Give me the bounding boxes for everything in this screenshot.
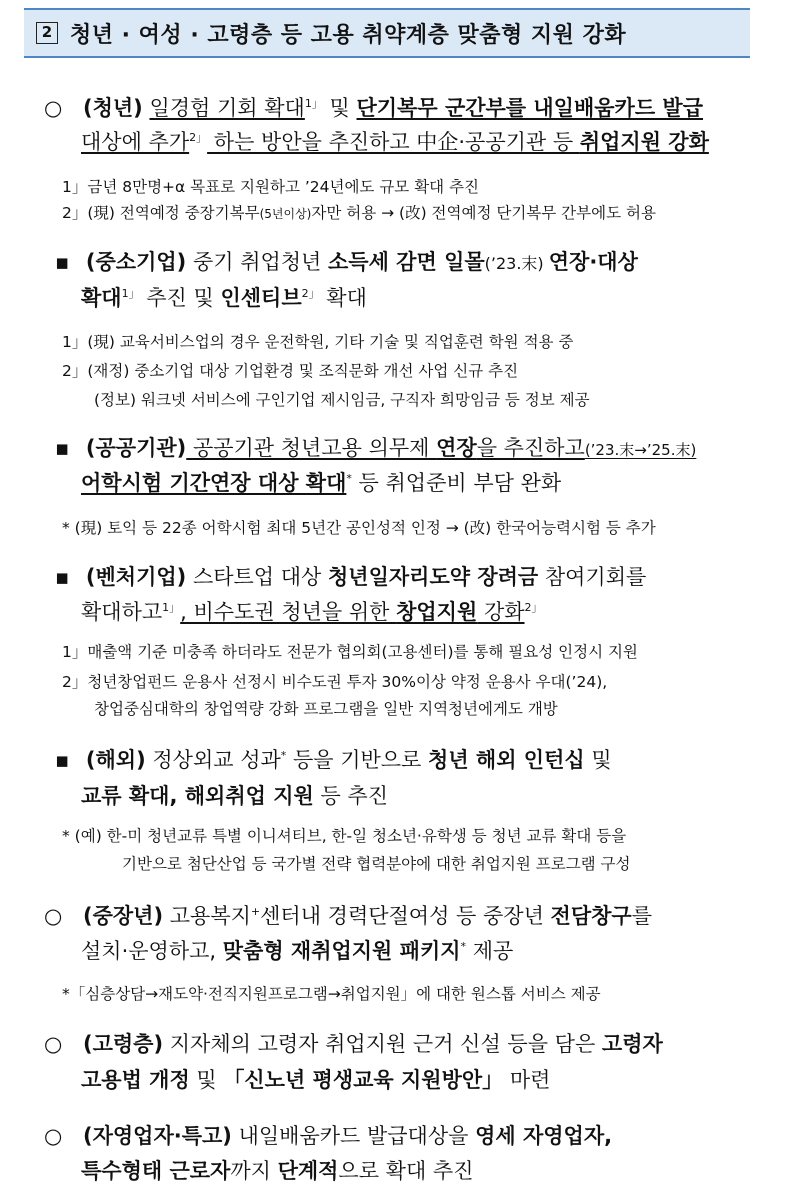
sme-note-2: 2」(재정) 중소기업 대상 기업환경 및 조직문화 개선 사업 신규 추진 bbox=[62, 362, 519, 380]
circle-bullet-icon: ○ bbox=[44, 904, 63, 928]
overseas-note-2: 기반으로 첨단산업 등 국가별 전략 협력분야에 대한 취업지원 프로그램 구성 bbox=[122, 855, 631, 873]
youth-note-2: 2」(現) 전역예정 중장기복무(5년이상)자만 허용 → (改) 전역예정 단기복무 간부에도 허용 bbox=[62, 204, 656, 222]
sme-line-1: ▪ (중소기업) 중기 취업청년 소득세 감면 일몰(’23.末) 연장·대상 bbox=[55, 250, 638, 274]
elderly-line-2: 고용법 개정 및 「신노년 평생교육 지원방안」 마련 bbox=[81, 1068, 551, 1092]
overseas-note-1: * (예) 한-미 청년교류 특별 이니셔티브, 한-일 청소년·유학생 등 청년 교류 확대 등을 bbox=[62, 827, 627, 845]
venture-note-2: 2」청년창업펀드 운용사 선정시 비수도권 투자 30%이상 약정 운용사 우대(’24), bbox=[62, 673, 608, 691]
youth-note-1: 1」금년 8만명+α 목표로 지원하고 ’24년에도 규모 확대 추진 bbox=[62, 178, 480, 196]
square-bullet-icon: ▪ bbox=[55, 748, 70, 772]
midage-line-1: ○ (중장년) 고용복지+센터내 경력단절여성 등 중장년 전담창구를 bbox=[44, 904, 652, 928]
venture-note-1: 1」매출액 기준 미충족 하더라도 전문가 협의회(고용센터)를 통해 필요성 인정시 지원 bbox=[62, 643, 638, 661]
circle-bullet-icon: ○ bbox=[44, 1032, 63, 1056]
square-bullet-icon: ▪ bbox=[55, 436, 70, 460]
sme-line-2: 확대$^{1」}$ 추진 및 인센티브$^{2」}$ 확대 bbox=[81, 286, 367, 310]
circle-bullet-icon: ○ bbox=[44, 96, 63, 120]
youth-line-2: 대상에 추가$^{2」}$ 하는 방안을 추진하고 中企·공공기관 등 취업지원 강화 bbox=[81, 130, 709, 154]
section-header bbox=[24, 8, 750, 58]
sme-note-1: 1」(現) 교육서비스업의 경우 운전학원, 기타 기술 및 직업훈련 학원 적용 중 bbox=[62, 333, 574, 351]
square-bullet-icon: ▪ bbox=[55, 565, 70, 589]
public-line-1: ▪ (공공기관) 공공기관 청년고용 의무제 연장을 추진하고(’23.末→’25.末) bbox=[55, 436, 697, 460]
selfemp-line-2: 특수형태 근로자까지 단계적으로 확대 추진 bbox=[81, 1159, 474, 1183]
square-bullet-icon: ▪ bbox=[55, 250, 70, 274]
section-title: 청년 · 여성 · 고령층 등 고용 취약계층 맞춤형 지원 강화 bbox=[70, 22, 627, 48]
elderly-line-1: ○ (고령층) 지자체의 고령자 취업지원 근거 신설 등을 담은 고령자 bbox=[44, 1032, 663, 1056]
midage-line-2: 설치·운영하고, 맞춤형 재취업지원 패키지* 제공 bbox=[81, 939, 514, 963]
midage-note-1: *「심층상담→재도약·전직지원프로그램→취업지원」에 대한 원스톱 서비스 제공 bbox=[62, 985, 601, 1003]
venture-line-2: 확대하고$^{1」}$, 비수도권 청년을 위한 창업지원 강화$^{2」}$ bbox=[81, 600, 543, 624]
section-number: 2 bbox=[36, 22, 58, 44]
selfemp-line-1: ○ (자영업자·특고) 내일배움카드 발급대상을 영세 자영업자, bbox=[44, 1124, 613, 1148]
public-line-2: 어학시험 기간연장 대상 확대* 등 취업준비 부담 완화 bbox=[81, 471, 562, 495]
overseas-line-1: ▪ (해외) 정상외교 성과* 등을 기반으로 청년 해외 인턴십 및 bbox=[55, 748, 612, 772]
circle-bullet-icon: ○ bbox=[44, 1124, 63, 1148]
venture-note-3: 창업중심대학의 창업역량 강화 프로그램을 일반 지역청년에게도 개방 bbox=[94, 700, 558, 718]
sme-note-3: (정보) 워크넷 서비스에 구인기업 제시임금, 구직자 희망임금 등 정보 제공 bbox=[94, 391, 590, 409]
youth-line-1: ○ (청년) 일경험 기회 확대$^{1」}$ 및 단기복무 군간부를 내일배움카드 발급 bbox=[44, 96, 703, 120]
venture-line-1: ▪ (벤처기업) 스타트업 대상 청년일자리도약 장려금 참여기회를 bbox=[55, 565, 647, 589]
public-note-1: * (現) 토익 등 22종 어학시험 최대 5년간 공인성적 인정 → (改) 한국어능력시험 등 추가 bbox=[62, 519, 656, 537]
overseas-line-2: 교류 확대, 해외취업 지원 등 추진 bbox=[81, 784, 388, 808]
